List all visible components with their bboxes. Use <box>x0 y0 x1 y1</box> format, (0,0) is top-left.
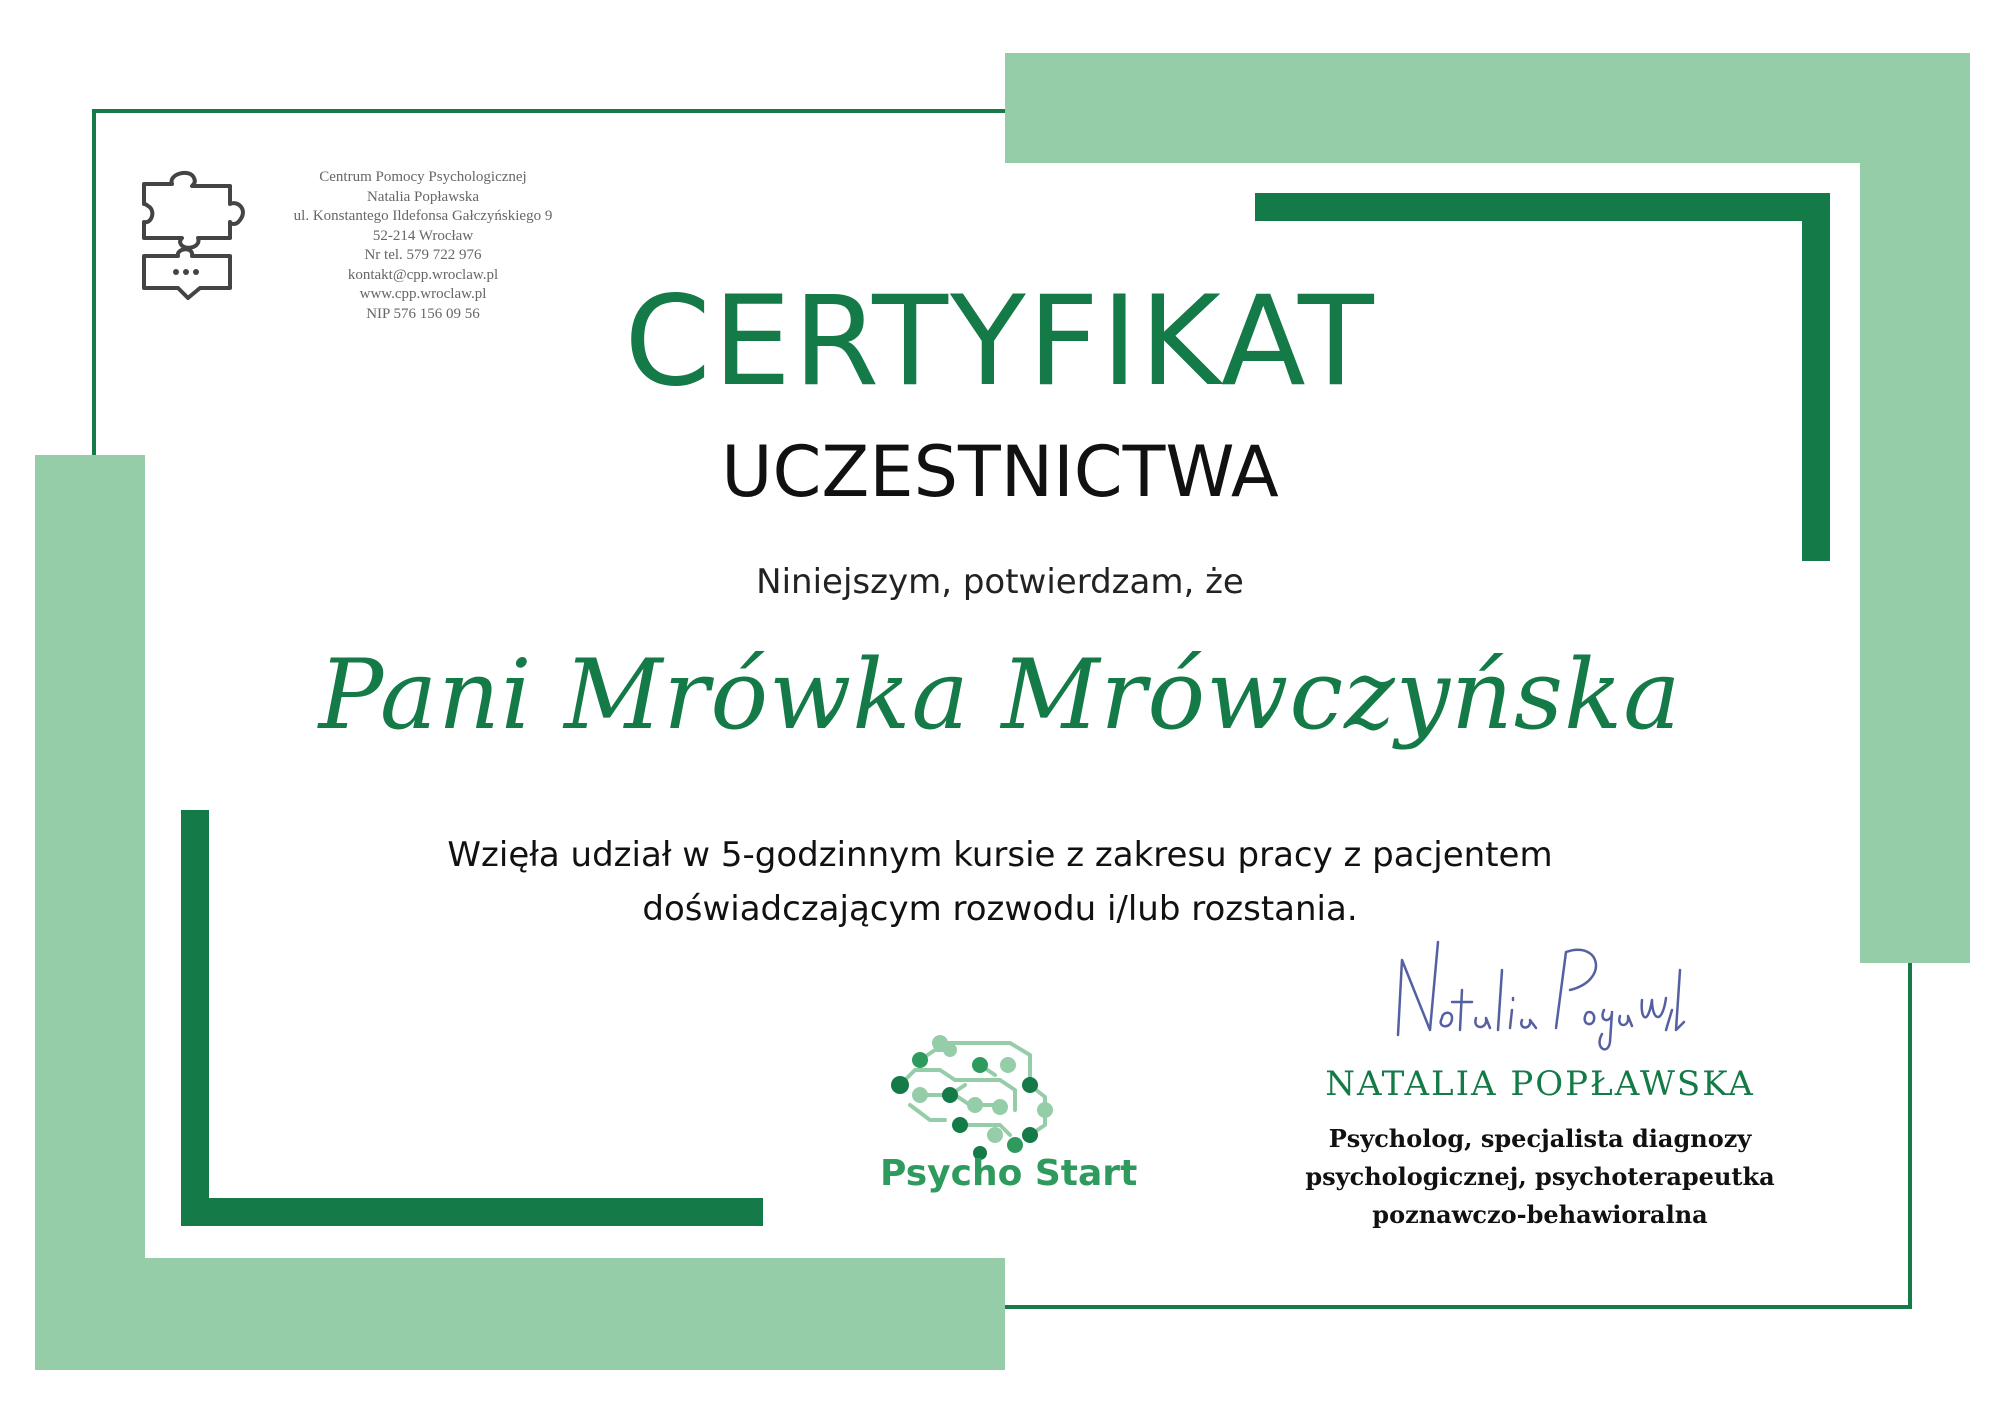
stamp-line: Nr tel. 579 722 976 <box>364 247 482 263</box>
signer-role-line-2: psychologicznej, psychoterapeutka <box>1305 1162 1775 1191</box>
stamp-line: Centrum Pomocy Psychologicznej <box>319 169 527 185</box>
stamp-line: NIP 576 156 09 56 <box>366 305 480 322</box>
stamp-line: kontakt@cpp.wroclaw.pl <box>347 266 499 283</box>
psychostart-logo <box>870 1035 1170 1205</box>
signer-role-line-3: poznawczo-behawioralna <box>1372 1200 1708 1229</box>
handwritten-signature <box>1380 930 1700 1060</box>
bottom-left-dark-corner-h <box>181 1198 763 1226</box>
signer-role-line-1: Psycholog, specjalista diagnozy <box>1328 1124 1752 1153</box>
stamp-line: www.cpp.wroclaw.pl <box>359 286 487 302</box>
frame-gap <box>1005 163 1860 183</box>
certificate-intro: Niniejszym, potwierdzam, że <box>756 562 1244 602</box>
certificate-subtitle: UCZESTNICTWA <box>721 431 1279 513</box>
recipient-name: Pani Mrówka Mrówczyńska <box>318 639 1682 751</box>
signer-role <box>1250 1120 1830 1234</box>
certificate-title: CERTYFIKAT <box>624 270 1376 414</box>
body-line-2: doświadczającym rozwodu i/lub rozstania. <box>642 889 1358 929</box>
top-right-light-band <box>1005 53 1970 163</box>
brain-circuit-icon <box>880 1035 1090 1165</box>
stamp-line: Natalia Popławska <box>366 188 480 205</box>
stamp-line: 52-214 Wrocław <box>372 227 474 244</box>
certificate-body <box>300 828 1700 936</box>
stamp-line: ul. Konstantego Ildefonsa Gałczyńskiego 9 <box>293 208 553 224</box>
body-line-1: Wzięła udział w 5-godzinnym kursie z zakresu pracy z pacjentem <box>447 835 1553 875</box>
logo-text: Psycho Start <box>880 1153 1138 1194</box>
signer-name: NATALIA POPŁAWSKA <box>1325 1064 1755 1104</box>
bottom-left-dark-corner-v <box>181 810 209 1226</box>
top-right-dark-corner-h <box>1255 193 1830 221</box>
bottom-left-light-band <box>35 1258 1005 1370</box>
